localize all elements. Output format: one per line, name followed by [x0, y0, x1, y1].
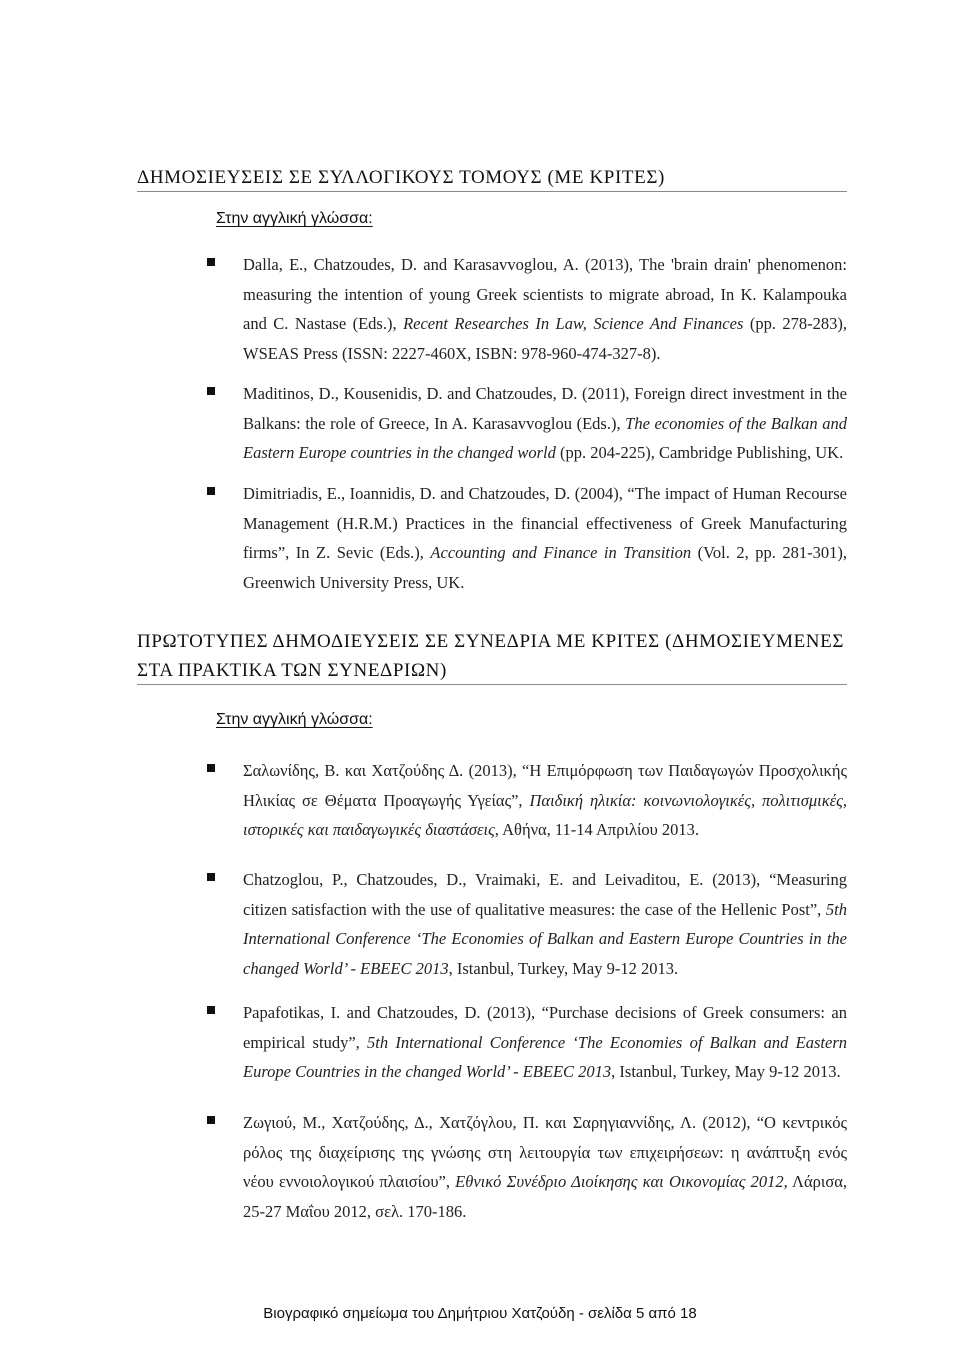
- section-title: ΠΡΩΤΟΤΥΠΕΣ ΔΗΜΟΔΙΕΥΣΕΙΣ ΣΕ ΣΥΝΕΔΡΙΑ ΜΕ ΚΡΙΤΕΣ (ΔΗΜΟΣΙΕΥΜΕΝΕΣ ΣΤΑ ΠΡΑΚΤΙΚΑ ΤΩΝ ΣΥΝΕΔΡΙΩΝ): [137, 631, 844, 681]
- section-divider: [137, 684, 847, 685]
- citation-text: [243, 250, 847, 368]
- citation-authors-title: Chatzoglou, P., Chatzoudes, D., Vraimaki, E. and Leivaditou, E. (2013), “Measuring citizen satisfaction with the use of qualitative measures: the case of the Hellenic Post”,: [243, 870, 847, 919]
- citation-authors-title: Σαλωνίδης, Β. και Χατζούδης Δ. (2013), “Η Επιμόρφωση των Παιδαγωγών Προσχολικής Ηλικίας σε Θέματα Προαγωγής Υγείας”,: [243, 761, 847, 810]
- bullet-icon: [207, 1116, 215, 1124]
- citation-authors-title: Dalla, E., Chatzoudes, D. and Karasavvoglou, A. (2013), The 'brain drain' phenomenon: measuring the intention of young Greek scientists to migrate abroad, In K. Kalampouka and C. Nastase (Eds.),: [243, 255, 847, 334]
- bullet-icon: [207, 487, 215, 495]
- citation-source: Εθνικό Συνέδριο Διοίκησης και Οικονομίας 2012: [455, 1172, 784, 1192]
- bullet-icon: [207, 258, 215, 266]
- citation-details: (Vol. 2, pp. 281-301), Greenwich University Press, UK.: [243, 543, 848, 592]
- citation-source: Παιδική ηλικία: κοινωνιολογικές, πολιτισμικές, ιστορικές και παιδαγωγικές διαστάσεις: [243, 790, 847, 840]
- citation-text: [243, 1108, 847, 1226]
- citation-details: , Αθήνα, 11-14 Απριλίου 2013.: [494, 820, 700, 840]
- section-divider: [137, 191, 847, 192]
- citation-text: [243, 998, 847, 1087]
- citation-text: [243, 479, 847, 597]
- citation-authors-title: Ζωγιού, Μ., Χατζούδης, Δ., Χατζόγλου, Π. και Σαρηγιαννίδης, Λ. (2012), “Ο κεντρικός ρόλος της διαχείρισης της γνώσης στη λειτουργία των επιχειρήσεων: η ανάπτυξη ενός νέου εννοιολογικού πλαισίου”,: [243, 1113, 847, 1192]
- publication-entry: [207, 379, 847, 468]
- citation-details: (pp. 278-283), WSEAS Press (ISSN: 2227-460X, ISBN: 978-960-474-327-8).: [243, 314, 848, 363]
- citation-source: Recent Researches In Law, Science And Finances: [403, 314, 744, 334]
- page-footer: Βιογραφικό σημείωμα του Δημήτριου Χατζούδη - σελίδα 5 από 18: [263, 1305, 697, 1322]
- citation-text: [243, 379, 847, 468]
- citation-authors-title: Dimitriadis, E., Ioannidis, D. and Chatzoudes, D. (2004), “The impact of Human Recourse Management (H.R.M.) Practices in the financial effectiveness of Greek Manufacturing firms”, In Z. Sevic (Eds.),: [243, 484, 847, 563]
- bullet-icon: [207, 873, 215, 881]
- citation-text: [243, 865, 847, 983]
- citation-details: , Istanbul, Turkey, May 9-12 2013.: [448, 958, 679, 978]
- citation-details: , Istanbul, Turkey, May 9-12 2013.: [611, 1062, 841, 1082]
- citation-source: 5th International Conference ‘The Economies of Balkan and Eastern Europe Countries in the changed World’ - EBEEC 2013: [243, 899, 847, 978]
- section-title: ΔΗΜΟΣΙΕΥΣΕΙΣ ΣΕ ΣΥΛΛΟΓΙΚΟΥΣ ΤΟΜΟΥΣ (ΜΕ ΚΡΙΤΕΣ): [137, 167, 665, 188]
- citation-text: [243, 756, 847, 845]
- publication-entry: [207, 250, 847, 368]
- citation-details: (pp. 204-225), Cambridge Publishing, UK.: [555, 443, 844, 463]
- language-subheading: Στην αγγλική γλώσσα:: [216, 711, 373, 728]
- citation-source: 5th International Conference ‘The Economies of Balkan and Eastern Europe Countries in the changed World’ - EBEEC 2013: [243, 1032, 847, 1082]
- bullet-icon: [207, 764, 215, 772]
- bullet-icon: [207, 387, 215, 395]
- publication-entry: [207, 479, 847, 597]
- publication-entry: [207, 865, 847, 983]
- publication-entry: [207, 998, 847, 1087]
- citation-details: , Λάρισα, 25-27 Μαΐου 2012, σελ. 170-186.: [243, 1172, 847, 1221]
- citation-authors-title: Maditinos, D., Kousenidis, D. and Chatzoudes, D. (2011), Foreign direct investment in the Balkans: the role of Greece, In A. Karasavvoglou (Eds.),: [243, 384, 847, 433]
- citation-source: Accounting and Finance in Transition: [430, 543, 692, 563]
- language-subheading: Στην αγγλική γλώσσα:: [216, 210, 373, 227]
- publication-entry: [207, 1108, 847, 1226]
- publication-entry: [207, 756, 847, 845]
- bullet-icon: [207, 1006, 215, 1014]
- citation-authors-title: Papafotikas, I. and Chatzoudes, D. (2013), “Purchase decisions of Greek consumers: an empirical study”,: [243, 1003, 847, 1052]
- citation-source: The economies of the Balkan and Eastern Europe countries in the changed world: [243, 413, 847, 463]
